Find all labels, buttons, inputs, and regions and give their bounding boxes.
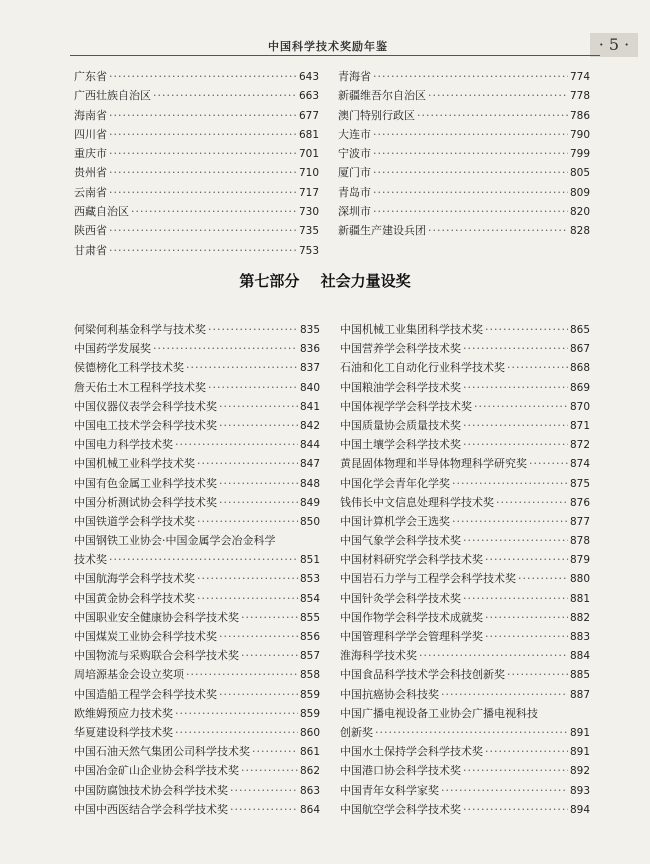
- toc-entry-page: 681: [298, 128, 319, 141]
- toc-entry: [340, 378, 590, 397]
- toc-entry-page: 809: [569, 186, 590, 199]
- toc-entry: [74, 339, 320, 358]
- toc-entry-page: 701: [298, 148, 319, 161]
- dot-leader: [507, 358, 568, 377]
- dot-leader: [419, 646, 568, 665]
- toc-column-top-right: [338, 67, 590, 241]
- toc-entry: [74, 493, 320, 512]
- toc-entry-page: 847: [299, 458, 320, 471]
- toc-entry: [340, 742, 590, 761]
- toc-entry-page: 643: [298, 71, 319, 83]
- toc-entry-label: 中国有色金属工业科学技术奖: [74, 476, 217, 490]
- toc-entry-label: 中国针灸学会科学技术奖: [340, 591, 461, 605]
- dot-leader: [109, 550, 298, 569]
- toc-entry-page: 790: [569, 128, 590, 141]
- dot-leader: [175, 435, 298, 454]
- dot-leader: [463, 589, 568, 608]
- toc-entry-page: 858: [299, 669, 320, 682]
- dot-leader: [463, 531, 568, 550]
- toc-entry-label: 黄昆固体物理和半导体物理科学研究奖: [340, 457, 527, 471]
- toc-entry-page: 836: [299, 343, 320, 356]
- toc-entry: [340, 339, 590, 358]
- toc-entry-page: 887: [569, 688, 590, 701]
- toc-entry: [340, 550, 590, 569]
- toc-entry-page: 865: [569, 324, 590, 336]
- toc-entry-label: 中国电力科学技术奖: [74, 438, 173, 452]
- dot-leader: [197, 512, 298, 531]
- toc-entry: [338, 202, 590, 221]
- toc-entry: [340, 723, 590, 742]
- toc-entry-page: 891: [569, 746, 590, 759]
- dot-leader: [153, 339, 298, 358]
- toc-entry-page: 849: [299, 496, 320, 509]
- dot-leader: [463, 378, 568, 397]
- toc-entry: [340, 531, 590, 550]
- dot-leader: [208, 378, 298, 397]
- toc-entry: [338, 106, 590, 125]
- dot-leader: [241, 608, 298, 627]
- toc-entry-page: 837: [299, 362, 320, 375]
- dot-leader: [452, 474, 568, 493]
- toc-entry-page: 841: [299, 400, 320, 413]
- toc-entry: [338, 221, 590, 240]
- toc-entry-page: 735: [298, 225, 319, 238]
- dot-leader: [252, 742, 298, 761]
- toc-entry: [74, 742, 320, 761]
- toc-entry: [74, 569, 320, 588]
- toc-entry-page: 805: [569, 167, 590, 180]
- toc-entry-label: 周培源基金会设立奖项: [74, 668, 184, 682]
- toc-entry: [340, 685, 590, 704]
- toc-entry: [338, 125, 590, 144]
- toc-entry: [74, 550, 320, 569]
- toc-entry-label: 中国体视学学会科学技术奖: [340, 399, 472, 413]
- toc-entry-label: 云南省: [74, 185, 107, 199]
- toc-entry-label: 中国土壤学会科学技术奖: [340, 438, 461, 452]
- dot-leader: [485, 550, 568, 569]
- dot-leader: [463, 435, 568, 454]
- toc-entry-label: 大连市: [338, 127, 371, 141]
- dot-leader: [219, 685, 298, 704]
- toc-entry: [74, 144, 319, 163]
- toc-entry-page: 882: [569, 611, 590, 624]
- toc-entry: [74, 125, 319, 144]
- toc-entry: [340, 761, 590, 780]
- toc-entry-page: 875: [569, 477, 590, 490]
- dot-leader: [417, 106, 568, 125]
- toc-entry-label: 中国药学发展奖: [74, 342, 151, 356]
- toc-entry-label: 中国黄金协会科学技术奖: [74, 591, 195, 605]
- toc-entry-label: 中国质量协会质量技术奖: [340, 418, 461, 432]
- toc-entry: [74, 800, 320, 819]
- toc-entry: [74, 106, 319, 125]
- toc-entry-label: 中国防腐蚀技术协会科学技术奖: [74, 783, 228, 797]
- toc-entry: [340, 416, 590, 435]
- dot-leader: [197, 569, 298, 588]
- toc-entry-page: 862: [299, 765, 320, 778]
- dot-leader: [109, 144, 297, 163]
- dot-leader: [452, 512, 568, 531]
- toc-entry: [74, 627, 320, 646]
- toc-entry-label: 澳门特别行政区: [338, 108, 415, 122]
- toc-entry: [74, 685, 320, 704]
- toc-entry: [74, 241, 319, 260]
- toc-entry: [340, 358, 590, 377]
- toc-entry-label: 中国石油天然气集团公司科学技术奖: [74, 745, 250, 759]
- toc-entry-page: 881: [569, 592, 590, 605]
- toc-entry-label: 中国化学会青年化学奖: [340, 476, 450, 490]
- toc-entry-page: 855: [299, 611, 320, 624]
- toc-entry: [340, 512, 590, 531]
- toc-entry-label: 中国管理科学学会管理科学奖: [340, 630, 483, 643]
- dot-leader: [463, 761, 568, 780]
- toc-entry-label: 石油和化工自动化行业科学技术奖: [340, 361, 505, 375]
- toc-entry-page: 876: [569, 496, 590, 509]
- dot-leader: [518, 569, 568, 588]
- toc-entry: [340, 454, 590, 473]
- running-header-title: 中国科学技术奖励年鉴: [268, 40, 388, 53]
- toc-entry-page: 828: [569, 225, 590, 238]
- section-heading: [0, 270, 650, 291]
- toc-entry: [338, 144, 590, 163]
- toc-entry: [74, 202, 319, 221]
- toc-entry-label: 中国铁道学会科学技术奖: [74, 514, 195, 528]
- dot-leader: [109, 163, 297, 182]
- dot-leader: [230, 781, 298, 800]
- toc-entry-label: 青岛市: [338, 185, 371, 199]
- toc-entry: [340, 646, 590, 665]
- toc-entry-label: 中国冶金矿山企业协会科学技术奖: [74, 764, 239, 778]
- header-rule: [70, 55, 600, 56]
- toc-entry-page: 851: [299, 554, 320, 567]
- toc-entry: [340, 474, 590, 493]
- toc-entry-page: 885: [569, 669, 590, 682]
- toc-entry-label: 华夏建设科学技术奖: [74, 725, 173, 739]
- toc-entry-page: 878: [569, 535, 590, 548]
- toc-entry-page: 753: [298, 244, 319, 257]
- toc-entry-page: 877: [569, 515, 590, 528]
- toc-entry-page: 786: [569, 109, 590, 122]
- toc-entry-label: 宁波市: [338, 147, 371, 161]
- dot-leader: [109, 241, 297, 260]
- dot-leader: [241, 761, 298, 780]
- dot-leader: [186, 358, 298, 377]
- toc-entry-page: 860: [299, 726, 320, 739]
- toc-entry-label: 技术奖: [74, 553, 107, 567]
- toc-entry-page: 853: [299, 573, 320, 586]
- dot-leader: [485, 627, 568, 646]
- toc-entry: [74, 665, 320, 684]
- toc-entry-page: 883: [569, 631, 590, 643]
- toc-entry-page: 848: [299, 477, 320, 490]
- dot-leader: [485, 742, 568, 761]
- toc-entry-page: 854: [299, 592, 320, 605]
- toc-entry: [74, 86, 319, 105]
- toc-entry-label: 新疆生产建设兵团: [338, 224, 426, 238]
- toc-entry-page: 677: [298, 109, 319, 122]
- toc-entry-label: 厦门市: [338, 166, 371, 180]
- dot-leader: [131, 202, 297, 221]
- toc-entry-label: 中国机械工业集团科学技术奖: [340, 323, 483, 336]
- dot-leader: [507, 665, 568, 684]
- toc-entry-label: 中国岩石力学与工程学会科学技术奖: [340, 572, 516, 586]
- toc-entry-label: 中国计算机学会王选奖: [340, 514, 450, 528]
- section-part: 第七部分: [239, 272, 300, 290]
- toc-entry-label: 中国气象学会科学技术奖: [340, 534, 461, 548]
- toc-entry-label: 中国青年女科学家奖: [340, 783, 439, 797]
- toc-entry-label: 中国航空学会科学技术奖: [340, 802, 461, 816]
- toc-entry: [74, 67, 319, 86]
- toc-entry-page: 778: [569, 90, 590, 103]
- toc-entry: [74, 416, 320, 435]
- toc-entry-page: 842: [299, 419, 320, 432]
- toc-entry-page: 880: [569, 573, 590, 586]
- toc-entry-label: 中国中西医结合学会科学技术奖: [74, 802, 228, 816]
- toc-entry: [74, 723, 320, 742]
- dot-leader: [109, 125, 297, 144]
- toc-entry-label: 淮海科学技术奖: [340, 649, 417, 663]
- toc-entry-label: 中国职业安全健康协会科学技术奖: [74, 610, 239, 624]
- toc-entry-label: 詹天佑土木工程科学技术奖: [74, 380, 206, 394]
- toc-entry: [340, 781, 590, 800]
- dot-leader: [153, 86, 297, 105]
- toc-entry-page: 869: [569, 381, 590, 394]
- toc-entry-label: 中国作物学会科学技术成就奖: [340, 610, 483, 624]
- toc-entry-page: 894: [569, 803, 590, 816]
- dot-leader: [373, 163, 568, 182]
- toc-entry-label: 中国煤炭工业协会科学技术奖: [74, 630, 217, 643]
- toc-entry-page: 863: [299, 784, 320, 797]
- toc-entry-label: 中国仪器仪表学会科学技术奖: [74, 399, 217, 413]
- toc-entry-label: 钱伟长中文信息处理科学技术奖: [340, 495, 494, 509]
- toc-entry: [74, 378, 320, 397]
- toc-entry: [338, 183, 590, 202]
- dot-leader: [463, 339, 568, 358]
- toc-entry: [74, 646, 320, 665]
- toc-entry-label: 侯德榜化工科学技术奖: [74, 361, 184, 375]
- toc-entry: [74, 183, 319, 202]
- toc-entry-page: 859: [299, 688, 320, 701]
- toc-entry-page: 859: [299, 707, 320, 720]
- toc-entry-page: 871: [569, 419, 590, 432]
- toc-entry-label: 中国港口协会科学技术奖: [340, 764, 461, 778]
- toc-entry-page: 872: [569, 439, 590, 452]
- dot-leader: [186, 665, 298, 684]
- dot-leader: [441, 685, 568, 704]
- toc-entry-page: 861: [299, 746, 320, 759]
- toc-entry-page: 835: [299, 324, 320, 336]
- toc-entry-label: 广西壮族自治区: [74, 89, 151, 103]
- toc-entry-label: 中国造船工程学会科学技术奖: [74, 687, 217, 701]
- dot-leader: [373, 183, 568, 202]
- toc-entry-page: 710: [298, 167, 319, 180]
- toc-entry: [74, 397, 320, 416]
- dot-leader: [197, 589, 298, 608]
- toc-entry: [74, 454, 320, 473]
- toc-entry-label: 中国航海学会科学技术奖: [74, 572, 195, 586]
- toc-entry-label: 海南省: [74, 108, 107, 122]
- toc-entry-page: 884: [569, 650, 590, 663]
- toc-entry: [74, 221, 319, 240]
- toc-entry-label: 中国分析测试协会科学技术奖: [74, 495, 217, 509]
- toc-entry-page: 856: [299, 631, 320, 643]
- dot-leader: [219, 416, 298, 435]
- toc-entry-page: 844: [299, 439, 320, 452]
- toc-entry-page: 893: [569, 784, 590, 797]
- toc-entry: [340, 627, 590, 646]
- dot-leader: [373, 67, 568, 86]
- toc-entry-label: 中国物流与采购联合会科学技术奖: [74, 649, 239, 663]
- toc-entry: [340, 569, 590, 588]
- toc-entry: [74, 761, 320, 780]
- toc-entry-label: 中国水土保持学会科学技术奖: [340, 745, 483, 759]
- toc-column-bottom-left: [74, 320, 320, 819]
- toc-entry-label: 欧维姆预应力技术奖: [74, 706, 173, 720]
- toc-entry-page: 850: [299, 515, 320, 528]
- toc-entry: [74, 608, 320, 627]
- dot-leader: [428, 221, 568, 240]
- dot-leader: [373, 125, 568, 144]
- toc-entry-page: 717: [298, 186, 319, 199]
- dot-leader: [529, 454, 568, 473]
- dot-leader: [175, 723, 298, 742]
- dot-leader: [373, 202, 568, 221]
- toc-entry-page: 892: [569, 765, 590, 778]
- toc-entry-page: 857: [299, 650, 320, 663]
- toc-entry-page: 870: [569, 400, 590, 413]
- toc-entry-label: 新疆维吾尔自治区: [338, 89, 426, 103]
- dot-leader: [219, 474, 298, 493]
- toc-entry: [338, 86, 590, 105]
- dot-leader: [219, 627, 298, 646]
- dot-leader: [485, 320, 568, 339]
- toc-entry-page: 867: [569, 343, 590, 356]
- dot-leader: [428, 86, 568, 105]
- toc-entry: [74, 435, 320, 454]
- toc-entry: [338, 163, 590, 182]
- toc-entry: [74, 358, 320, 377]
- dot-leader: [373, 144, 568, 163]
- dot-leader: [241, 646, 298, 665]
- dot-leader: [109, 106, 297, 125]
- toc-entry: [74, 781, 320, 800]
- toc-entry-label: 甘肃省: [74, 243, 107, 257]
- toc-entry: [340, 800, 590, 819]
- dot-leader: [197, 454, 298, 473]
- toc-entry-label: 西藏自治区: [74, 205, 129, 219]
- toc-entry-page: 868: [569, 362, 590, 375]
- toc-entry-page: 820: [569, 206, 590, 219]
- toc-entry-page: 663: [298, 90, 319, 103]
- toc-entry: [340, 608, 590, 627]
- toc-entry-label: 中国抗癌协会科技奖: [340, 687, 439, 701]
- toc-entry-line1: 中国钢铁工业协会·中国金属学会冶金科学: [74, 534, 276, 548]
- toc-entry: [74, 589, 320, 608]
- toc-entry-label: 中国食品科学技术学会科技创新奖: [340, 668, 505, 682]
- section-title: 社会力量设奖: [320, 272, 411, 290]
- toc-entry: [74, 163, 319, 182]
- toc-entry-label: 广东省: [74, 70, 107, 83]
- toc-entry-label: 中国营养学会科学技术奖: [340, 342, 461, 356]
- toc-entry-page: 879: [569, 554, 590, 567]
- dot-leader: [230, 800, 298, 819]
- dot-leader: [109, 67, 297, 86]
- toc-entry: [340, 589, 590, 608]
- dot-leader: [109, 183, 297, 202]
- toc-column-bottom-right: [340, 320, 590, 819]
- toc-entry: [340, 493, 590, 512]
- toc-entry: [340, 320, 590, 339]
- dot-leader: [208, 320, 298, 339]
- toc-entry-page: 891: [569, 726, 590, 739]
- dot-leader: [219, 493, 298, 512]
- dot-leader: [496, 493, 568, 512]
- dot-leader: [485, 608, 568, 627]
- toc-entry-label: 何梁何利基金科学与技术奖: [74, 323, 206, 336]
- toc-entry-label: 青海省: [338, 70, 371, 83]
- toc-entry-label: 创新奖: [340, 725, 373, 739]
- toc-entry: [74, 704, 320, 723]
- page-number: · 5 ·: [590, 33, 638, 57]
- toc-entry-label: 重庆市: [74, 147, 107, 161]
- toc-entry-label: 贵州省: [74, 166, 107, 180]
- toc-entry-label: 中国电工技术学会科学技术奖: [74, 418, 217, 432]
- toc-entry: [340, 665, 590, 684]
- toc-entry-label: 四川省: [74, 127, 107, 141]
- toc-entry: [74, 512, 320, 531]
- toc-entry-label: 中国粮油学会科学技术奖: [340, 380, 461, 394]
- toc-entry: [340, 435, 590, 454]
- toc-entry: [340, 397, 590, 416]
- toc-entry: [74, 320, 320, 339]
- toc-entry: [74, 474, 320, 493]
- dot-leader: [219, 397, 298, 416]
- toc-entry-label: 陕西省: [74, 224, 107, 238]
- toc-entry-page: 774: [569, 71, 590, 83]
- dot-leader: [109, 221, 297, 240]
- dot-leader: [375, 723, 568, 742]
- toc-entry: [338, 67, 590, 86]
- dot-leader: [175, 704, 298, 723]
- toc-entry-page: 799: [569, 148, 590, 161]
- dot-leader: [474, 397, 568, 416]
- toc-entry-line1: 中国广播电视设备工业协会广播电视科技: [340, 706, 538, 720]
- toc-entry-label: 深圳市: [338, 205, 371, 219]
- toc-entry-page: 730: [298, 206, 319, 219]
- toc-entry-label: 中国机械工业科学技术奖: [74, 457, 195, 471]
- toc-entry-page: 840: [299, 381, 320, 394]
- dot-leader: [441, 781, 568, 800]
- toc-entry-page: 874: [569, 458, 590, 471]
- toc-column-top-left: [74, 67, 319, 260]
- toc-entry-page: 864: [299, 803, 320, 816]
- toc-entry-label: 中国材料研究学会科学技术奖: [340, 553, 483, 567]
- dot-leader: [463, 800, 568, 819]
- dot-leader: [463, 416, 568, 435]
